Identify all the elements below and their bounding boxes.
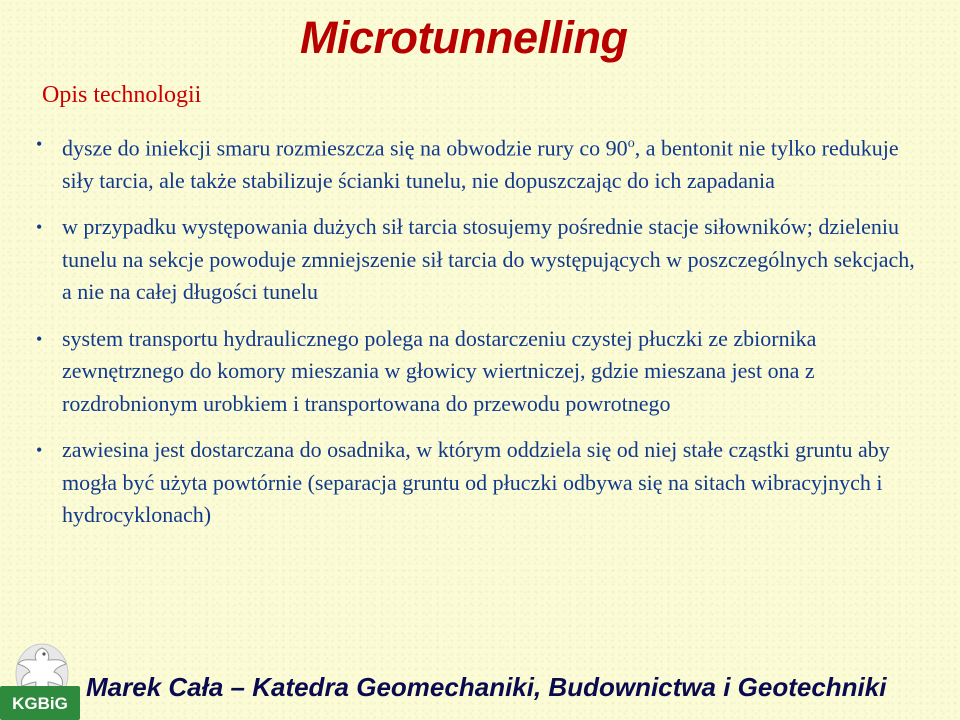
bullet-item: [20, 211, 920, 309]
bullet-text: zawiesina jest dostarczana do osadnika, w którym oddziela się od niej stałe cząstki gruntu aby mogła być użyta powtórnie (separacja gruntu od płuczki odbywa się na sitach wibracyjnych i hydrocyklonach): [62, 437, 890, 528]
slide-title: Microtunnelling: [300, 12, 628, 63]
bullet-item: [20, 323, 920, 421]
bullet-icon: •: [36, 328, 43, 349]
bullet-icon: •: [36, 440, 43, 461]
bullet-icon: •: [36, 134, 43, 154]
bullet-icon: •: [36, 217, 43, 238]
bullet-text: , a bentonit nie tylko redukuje siły tarcia, ale także stabilizuje ścianki tunelu, nie dopuszczając do ich zapadania: [62, 135, 899, 193]
bullet-item: [20, 434, 920, 532]
kgbig-logo: [0, 638, 80, 720]
bullet-text: dysze do iniekcji smaru rozmieszcza się na obwodzie rury co 90: [62, 135, 628, 161]
bullet-text: system transportu hydraulicznego polega na dostarczeniu czystej płuczki ze zbiornika zewnętrznego do komory mieszania w głowicy wiertniczej, gdzie mieszana jest ona z rozdrobnionym urobkiem i transportowana do przewodu powrotnego: [62, 325, 817, 416]
slide-subtitle: Opis technologii: [42, 82, 202, 108]
bullet-item: [20, 128, 920, 197]
bullet-text: w przypadku występowania dużych sił tarcia stosujemy pośrednie stacje siłowników; dzieleniu tunelu na sekcje powoduje zmniejszenie sił tarcia do występujących w poszczególnych sekcjach, a nie na całej długości tunelu: [62, 214, 915, 305]
logo-text: KGBiG: [12, 694, 68, 713]
footer-credit: Marek Cała – Katedra Geomechaniki, Budownictwa i Geotechniki: [86, 672, 887, 702]
bullet-superscript: o: [627, 136, 635, 151]
bullet-list: [20, 128, 920, 546]
